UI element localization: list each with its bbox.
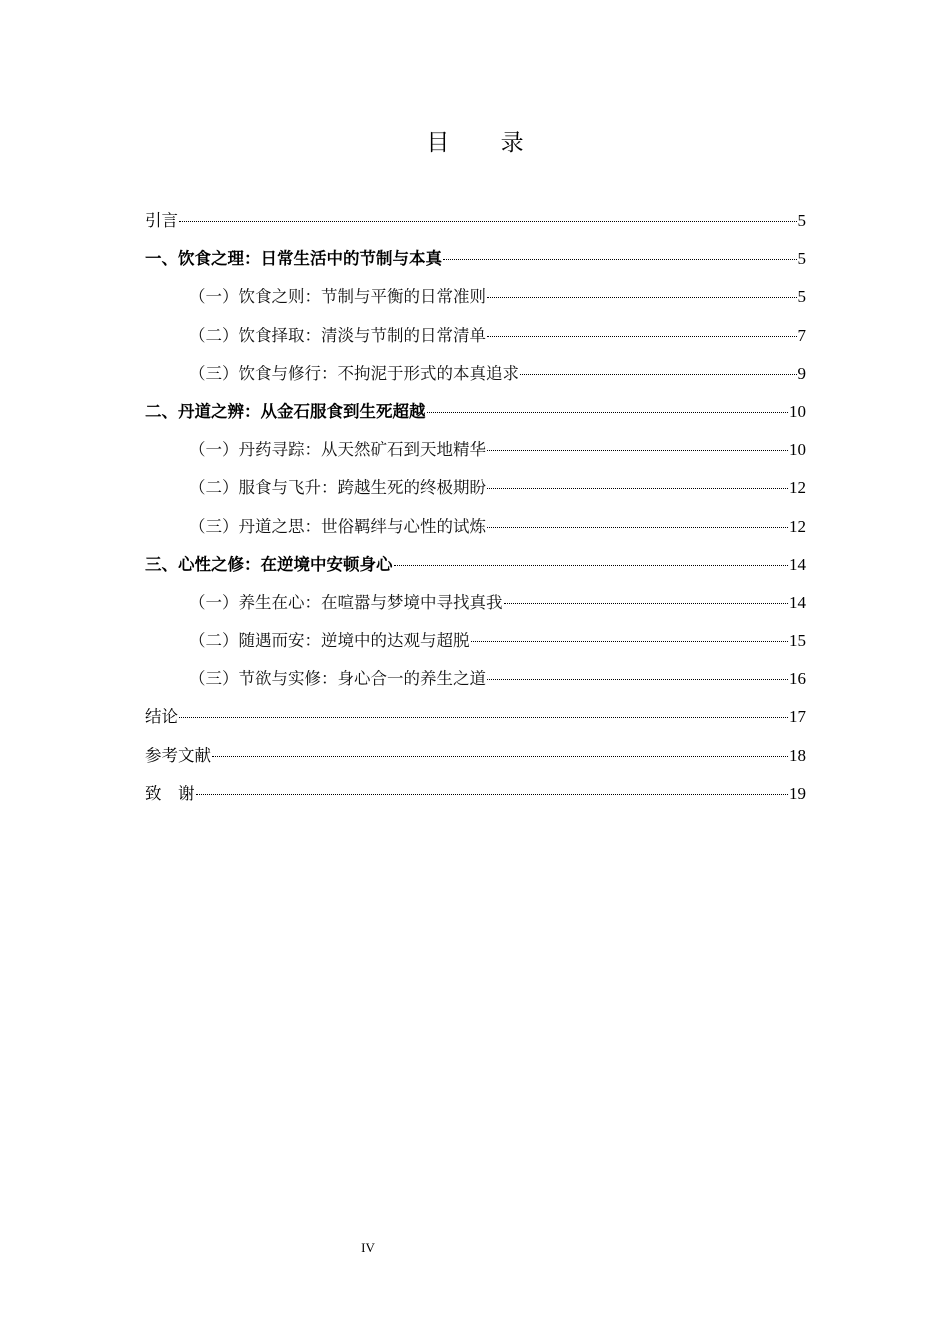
toc-entry-section-2-2[interactable] bbox=[145, 473, 806, 511]
toc-entry-section-1-2[interactable] bbox=[145, 321, 806, 359]
toc-entry-page: 5 bbox=[797, 287, 806, 307]
dot-leader bbox=[394, 565, 789, 566]
toc-entry-label: 参考文献 bbox=[145, 745, 211, 765]
toc-entry-label: （一）丹药寻踪：从天然矿石到天地精华 bbox=[189, 440, 486, 460]
toc-entry-page: 5 bbox=[797, 211, 806, 230]
toc-entry-section-2-3[interactable] bbox=[145, 512, 806, 550]
dot-leader bbox=[487, 488, 788, 489]
toc-entry-label: 二、丹道之辨：从金石服食到生死超越 bbox=[145, 401, 426, 421]
dot-leader bbox=[487, 679, 788, 680]
toc-entry-label: 三、心性之修：在逆境中安顿身心 bbox=[145, 554, 393, 574]
toc-entry-page: 5 bbox=[797, 249, 806, 269]
toc-entry-label: （三）丹道之思：世俗羁绊与心性的试炼 bbox=[189, 516, 486, 536]
dot-leader bbox=[427, 412, 789, 413]
toc-entry-page: 10 bbox=[789, 440, 806, 460]
toc-entry-page: 9 bbox=[797, 363, 806, 383]
toc-entry-chapter-2[interactable] bbox=[145, 397, 806, 435]
dot-leader bbox=[179, 717, 788, 718]
toc-entry-page: 12 bbox=[789, 516, 806, 536]
toc-entry-page: 12 bbox=[789, 478, 806, 498]
toc-entry-page: 15 bbox=[789, 631, 806, 651]
dot-leader bbox=[504, 603, 789, 604]
toc-title: 目 录 bbox=[426, 130, 546, 156]
toc-entry-chapter-3[interactable] bbox=[145, 550, 806, 588]
toc-entry-acknowledgements[interactable] bbox=[145, 779, 806, 817]
toc-entry-references[interactable] bbox=[145, 741, 806, 779]
page-number-footer: IV bbox=[361, 1240, 375, 1255]
toc-entry-label: （二）服食与飞升：跨越生死的终极期盼 bbox=[189, 478, 486, 498]
toc-entry-page: 19 bbox=[789, 783, 806, 803]
dot-leader bbox=[520, 374, 797, 375]
table-of-contents bbox=[145, 206, 806, 817]
toc-entry-section-3-3[interactable] bbox=[145, 664, 806, 702]
toc-entry-conclusion[interactable] bbox=[145, 702, 806, 740]
dot-leader bbox=[487, 450, 788, 451]
toc-entry-label: 一、饮食之理：日常生活中的节制与本真 bbox=[145, 249, 442, 269]
toc-entry-page: 17 bbox=[789, 707, 806, 727]
toc-entry-label: 致 谢 bbox=[145, 783, 195, 803]
toc-entry-section-3-1[interactable] bbox=[145, 588, 806, 626]
toc-entry-label: 引言 bbox=[145, 211, 178, 230]
toc-entry-page: 14 bbox=[789, 554, 806, 574]
dot-leader bbox=[179, 221, 797, 222]
dot-leader bbox=[443, 259, 797, 260]
toc-entry-page: 18 bbox=[789, 745, 806, 765]
dot-leader bbox=[196, 794, 789, 795]
toc-entry-page: 16 bbox=[789, 669, 806, 689]
dot-leader bbox=[487, 527, 788, 528]
dot-leader bbox=[471, 641, 789, 642]
toc-entry-section-1-3[interactable] bbox=[145, 359, 806, 397]
toc-entry-section-2-1[interactable] bbox=[145, 435, 806, 473]
toc-entry-label: （三）节欲与实修：身心合一的养生之道 bbox=[189, 669, 486, 689]
toc-entry-section-3-2[interactable] bbox=[145, 626, 806, 664]
toc-entry-chapter-1[interactable] bbox=[145, 244, 806, 282]
toc-entry-label: （二）随遇而安：逆境中的达观与超脱 bbox=[189, 631, 470, 651]
toc-entry-introduction[interactable] bbox=[145, 206, 806, 244]
toc-entry-label: （三）饮食与修行：不拘泥于形式的本真追求 bbox=[189, 363, 519, 383]
dot-leader bbox=[212, 756, 788, 757]
toc-entry-label: （一）饮食之则：节制与平衡的日常准则 bbox=[189, 287, 486, 307]
toc-entry-page: 10 bbox=[789, 401, 806, 421]
toc-entry-page: 14 bbox=[789, 592, 806, 612]
toc-entry-label: 结论 bbox=[145, 707, 178, 727]
toc-entry-label: （一）养生在心：在喧嚣与梦境中寻找真我 bbox=[189, 592, 503, 612]
toc-entry-page: 7 bbox=[797, 325, 806, 345]
toc-entry-label: （二）饮食择取：清淡与节制的日常清单 bbox=[189, 325, 486, 345]
dot-leader bbox=[487, 297, 797, 298]
toc-entry-section-1-1[interactable] bbox=[145, 282, 806, 320]
dot-leader bbox=[487, 336, 797, 337]
